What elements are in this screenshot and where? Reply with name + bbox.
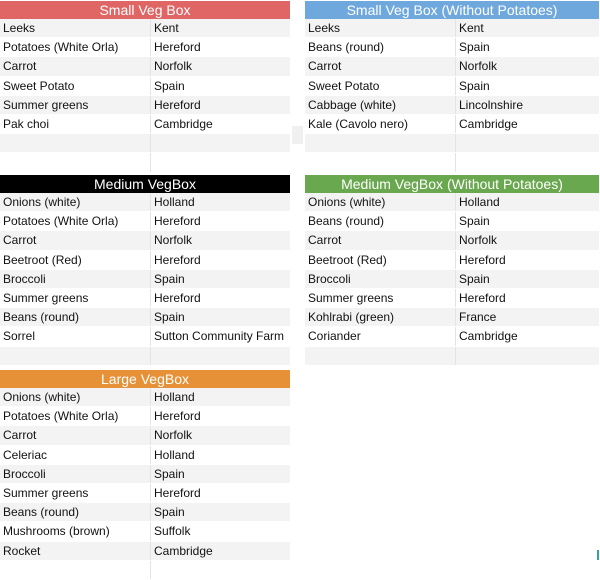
vegetable-cell[interactable]: Sweet Potato — [305, 77, 456, 95]
origin-cell[interactable]: Kent — [459, 21, 484, 35]
table-row — [0, 153, 290, 172]
vegetable-cell[interactable]: Pak choi — [0, 115, 151, 133]
vegetable-cell[interactable]: Carrot — [0, 57, 151, 75]
origin-cell[interactable] — [456, 153, 599, 171]
vegetable-cell[interactable] — [0, 134, 151, 152]
origin-cell[interactable]: Cambridge — [459, 116, 518, 131]
table-row — [305, 308, 599, 327]
origin-cell[interactable]: Hereford — [154, 252, 201, 267]
origin-cell[interactable]: Spain — [459, 40, 490, 55]
vegetable-cell[interactable]: Rocket — [0, 542, 151, 560]
table-row — [305, 251, 599, 270]
table-title: Medium VegBox — [0, 175, 290, 193]
origin-cell[interactable]: Hereford — [154, 409, 201, 424]
vegetable-cell[interactable]: Beans (round) — [0, 503, 151, 521]
medium-vegbox-table — [0, 175, 290, 366]
table-row — [305, 115, 599, 134]
vegetable-cell[interactable]: Leeks — [305, 19, 456, 37]
vegetable-cell[interactable]: Sweet Potato — [0, 77, 151, 95]
origin-cell[interactable]: Spain — [154, 466, 185, 481]
vegetable-cell[interactable]: Potatoes (White Orla) — [0, 407, 151, 425]
vegetable-cell[interactable]: Cabbage (white) — [305, 96, 456, 114]
vegetable-cell[interactable]: Kale (Cavolo nero) — [305, 115, 456, 133]
origin-cell[interactable]: France — [459, 310, 497, 325]
vegetable-cell[interactable]: Summer greens — [305, 289, 456, 307]
origin-cell[interactable]: Norfolk — [154, 233, 193, 248]
table-row — [305, 96, 599, 115]
vegetable-cell[interactable]: Potatoes (White Orla) — [0, 38, 151, 56]
table-row — [0, 212, 290, 231]
origin-cell[interactable] — [151, 134, 290, 152]
large-vegbox-table — [0, 370, 290, 580]
table-row — [0, 251, 290, 270]
vegetable-cell[interactable]: Beetroot (Red) — [305, 251, 456, 269]
origin-cell[interactable]: Spain — [459, 78, 490, 93]
origin-cell[interactable]: Hereford — [154, 290, 201, 305]
origin-cell[interactable]: Spain — [459, 271, 490, 286]
table-row — [305, 134, 599, 153]
table-row — [0, 231, 290, 250]
vegetable-cell[interactable] — [0, 561, 151, 579]
origin-cell[interactable]: Hereford — [154, 485, 201, 500]
table-row — [305, 19, 599, 38]
table-row — [305, 231, 599, 250]
origin-cell[interactable]: Holland — [154, 447, 195, 462]
table-row — [0, 134, 290, 153]
origin-cell[interactable] — [151, 153, 290, 171]
table-row — [0, 270, 290, 289]
origin-cell[interactable]: Norfolk — [154, 428, 193, 443]
origin-cell[interactable]: Sutton Community Farm — [154, 329, 285, 344]
medium-vegbox-without-potatoes-table — [305, 175, 599, 366]
table-row — [0, 407, 290, 426]
vegetable-cell[interactable]: Carrot — [305, 231, 456, 249]
table-row — [0, 388, 290, 407]
vegetable-cell[interactable]: Summer greens — [0, 289, 151, 307]
origin-cell[interactable]: Cambridge — [154, 543, 213, 558]
table-row — [0, 503, 290, 522]
vegetable-cell[interactable]: Onions (white) — [0, 193, 151, 211]
scroll-marker — [597, 550, 599, 560]
vegetable-cell[interactable]: Broccoli — [0, 465, 151, 483]
origin-cell[interactable]: Hereford — [154, 40, 201, 55]
table-row — [0, 327, 290, 346]
table-title: Large VegBox — [0, 370, 290, 388]
table-row — [305, 270, 599, 289]
origin-cell[interactable]: Cambridge — [459, 329, 518, 344]
table-row — [0, 561, 290, 580]
origin-cell[interactable] — [456, 347, 599, 365]
origin-cell[interactable] — [456, 134, 599, 152]
origin-cell[interactable]: Kent — [154, 21, 179, 35]
origin-cell[interactable]: Hereford — [459, 290, 506, 305]
vegetable-cell[interactable]: Mushrooms (brown) — [0, 522, 151, 540]
table-row — [305, 327, 599, 346]
origin-cell[interactable]: Norfolk — [154, 59, 193, 74]
vegetable-cell[interactable]: Broccoli — [0, 270, 151, 288]
origin-cell[interactable]: Norfolk — [459, 233, 498, 248]
vegetable-cell[interactable] — [0, 347, 151, 365]
spreadsheet-gap-cell — [292, 126, 303, 144]
vegetable-cell[interactable]: Summer greens — [0, 484, 151, 502]
table-row — [305, 38, 599, 57]
origin-cell[interactable] — [151, 561, 290, 579]
table-row — [305, 347, 599, 366]
origin-cell[interactable]: Spain — [154, 78, 185, 93]
vegetable-cell[interactable]: Onions (white) — [0, 388, 151, 406]
table-title: Small Veg Box (Without Potatoes) — [305, 1, 599, 19]
vegetable-cell[interactable]: Onions (white) — [305, 193, 456, 211]
table-row — [305, 57, 599, 76]
origin-cell[interactable]: Suffolk — [154, 524, 191, 539]
origin-cell[interactable]: Holland — [154, 195, 195, 209]
vegetable-cell[interactable] — [305, 347, 456, 365]
table-row — [0, 426, 290, 445]
origin-cell[interactable]: Hereford — [154, 97, 201, 112]
table-row — [305, 289, 599, 308]
vegetable-cell[interactable]: Kohlrabi (green) — [305, 308, 456, 326]
vegetable-cell[interactable]: Beans (round) — [305, 38, 456, 56]
vegetable-cell[interactable]: Carrot — [0, 426, 151, 444]
vegetable-cell[interactable]: Leeks — [0, 19, 151, 37]
vegetable-cell[interactable]: Celeriac — [0, 446, 151, 464]
origin-cell[interactable]: Spain — [154, 271, 185, 286]
vegetable-cell[interactable]: Carrot — [305, 57, 456, 75]
table-row — [0, 19, 290, 38]
table-row — [0, 347, 290, 366]
origin-cell[interactable]: Lincolnshire — [459, 97, 524, 112]
vegetable-cell[interactable]: Carrot — [0, 231, 151, 249]
vegetable-cell[interactable] — [305, 153, 456, 171]
vegetable-cell[interactable]: Summer greens — [0, 96, 151, 114]
vegetable-cell[interactable] — [0, 153, 151, 171]
table-row — [0, 484, 290, 503]
table-row — [0, 77, 290, 96]
origin-cell[interactable]: Spain — [459, 214, 490, 229]
origin-cell[interactable]: Holland — [154, 390, 195, 404]
table-row — [0, 115, 290, 134]
table-row — [0, 193, 290, 212]
table-title: Small Veg Box — [0, 1, 290, 19]
table-title: Medium VegBox (Without Potatoes) — [305, 175, 599, 193]
vegetable-cell[interactable]: Potatoes (White Orla) — [0, 212, 151, 230]
table-row — [305, 193, 599, 212]
vegetable-cell[interactable]: Sorrel — [0, 327, 151, 345]
vegetable-cell[interactable]: Beetroot (Red) — [0, 251, 151, 269]
origin-cell[interactable]: Holland — [459, 195, 500, 209]
table-row — [0, 57, 290, 76]
table-row — [0, 308, 290, 327]
small-veg-box-without-potatoes-table — [305, 1, 599, 173]
origin-cell[interactable]: Cambridge — [154, 116, 213, 131]
table-row — [0, 542, 290, 561]
table-row — [0, 446, 290, 465]
origin-cell[interactable]: Norfolk — [459, 59, 498, 74]
table-row — [0, 289, 290, 308]
table-row — [305, 212, 599, 231]
origin-cell[interactable]: Hereford — [459, 252, 506, 267]
vegetable-cell[interactable]: Beans (round) — [0, 308, 151, 326]
table-row — [305, 153, 599, 172]
vegetable-cell[interactable]: Coriander — [305, 327, 456, 345]
origin-cell[interactable]: Spain — [154, 310, 185, 325]
vegetable-cell[interactable]: Broccoli — [305, 270, 456, 288]
table-row — [0, 96, 290, 115]
origin-cell[interactable]: Hereford — [154, 214, 201, 229]
origin-cell[interactable] — [151, 347, 290, 365]
small-veg-box-table — [0, 1, 290, 173]
table-row — [0, 38, 290, 57]
table-row — [305, 77, 599, 96]
origin-cell[interactable]: Spain — [154, 505, 185, 520]
table-row — [0, 522, 290, 541]
vegetable-cell[interactable] — [305, 134, 456, 152]
table-row — [0, 465, 290, 484]
vegetable-cell[interactable]: Beans (round) — [305, 212, 456, 230]
